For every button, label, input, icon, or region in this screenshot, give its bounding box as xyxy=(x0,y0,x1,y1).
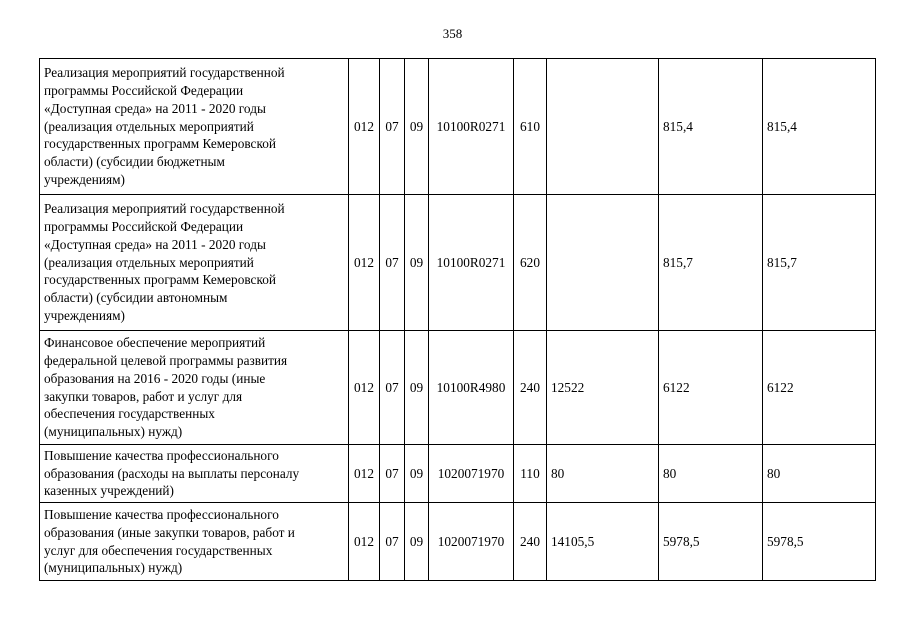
amount-1-cell: 80 xyxy=(547,445,659,503)
section-code: 07 xyxy=(380,445,405,503)
expense-type-code: 240 xyxy=(514,331,547,445)
row-description: Повышение качества профессионального образования (расходы на выплаты персоналу казенных учреждений) xyxy=(40,445,349,503)
expense-type-code: 620 xyxy=(514,195,547,331)
page-number: 358 xyxy=(442,26,463,41)
amount-3-cell: 6122 xyxy=(763,331,876,445)
amount-3-cell: 5978,5 xyxy=(763,503,876,581)
amount-1-cell: 14105,5 xyxy=(547,503,659,581)
subsection-code: 09 xyxy=(405,195,429,331)
amount-2-cell: 815,4 xyxy=(659,59,763,195)
amount-3-cell: 815,4 xyxy=(763,59,876,195)
table-row xyxy=(40,503,876,581)
subsection-code: 09 xyxy=(405,503,429,581)
section-code: 07 xyxy=(380,331,405,445)
table-row xyxy=(40,445,876,503)
target-article-code: 10100R0271 xyxy=(429,59,514,195)
subsection-code: 09 xyxy=(405,331,429,445)
target-article-code: 10100R0271 xyxy=(429,195,514,331)
amount-1-cell xyxy=(547,195,659,331)
ministry-code: 012 xyxy=(349,331,380,445)
amount-2-cell: 6122 xyxy=(659,331,763,445)
amount-3-cell: 815,7 xyxy=(763,195,876,331)
row-description: Финансовое обеспечение мероприятий федеральной целевой программы развития образования на 2016 - 2020 годы (иные закупки товаров, работ и услуг для обеспечения государственных (муниципальных) нужд) xyxy=(40,331,349,445)
amount-1-cell: 12522 xyxy=(547,331,659,445)
subsection-code: 09 xyxy=(405,59,429,195)
table-row xyxy=(40,331,876,445)
ministry-code: 012 xyxy=(349,59,380,195)
row-description: Реализация мероприятий государственной программы Российской Федерации «Доступная среда» на 2011 - 2020 годы (реализация отдельных мероприятий государственных программ Кемеровской области) (субсидии автономным учреждениям) xyxy=(40,195,349,331)
expense-type-code: 610 xyxy=(514,59,547,195)
subsection-code: 09 xyxy=(405,445,429,503)
section-code: 07 xyxy=(380,503,405,581)
target-article-code: 1020071970 xyxy=(429,445,514,503)
amount-2-cell: 815,7 xyxy=(659,195,763,331)
ministry-code: 012 xyxy=(349,503,380,581)
target-article-code: 1020071970 xyxy=(429,503,514,581)
section-code: 07 xyxy=(380,59,405,195)
budget-table xyxy=(39,58,876,581)
expense-type-code: 240 xyxy=(514,503,547,581)
amount-2-cell: 5978,5 xyxy=(659,503,763,581)
amount-1-cell xyxy=(547,59,659,195)
target-article-code: 10100R4980 xyxy=(429,331,514,445)
row-description: Повышение качества профессионального образования (иные закупки товаров, работ и услуг для обеспечения государственных (муниципальных) нужд) xyxy=(40,503,349,581)
amount-3-cell: 80 xyxy=(763,445,876,503)
expense-type-code: 110 xyxy=(514,445,547,503)
section-code: 07 xyxy=(380,195,405,331)
ministry-code: 012 xyxy=(349,195,380,331)
row-description: Реализация мероприятий государственной программы Российской Федерации «Доступная среда» на 2011 - 2020 годы (реализация отдельных мероприятий государственных программ Кемеровской области) (субсидии бюджетным учреждениям) xyxy=(40,59,349,195)
ministry-code: 012 xyxy=(349,445,380,503)
table-row xyxy=(40,59,876,195)
table-row xyxy=(40,195,876,331)
amount-2-cell: 80 xyxy=(659,445,763,503)
